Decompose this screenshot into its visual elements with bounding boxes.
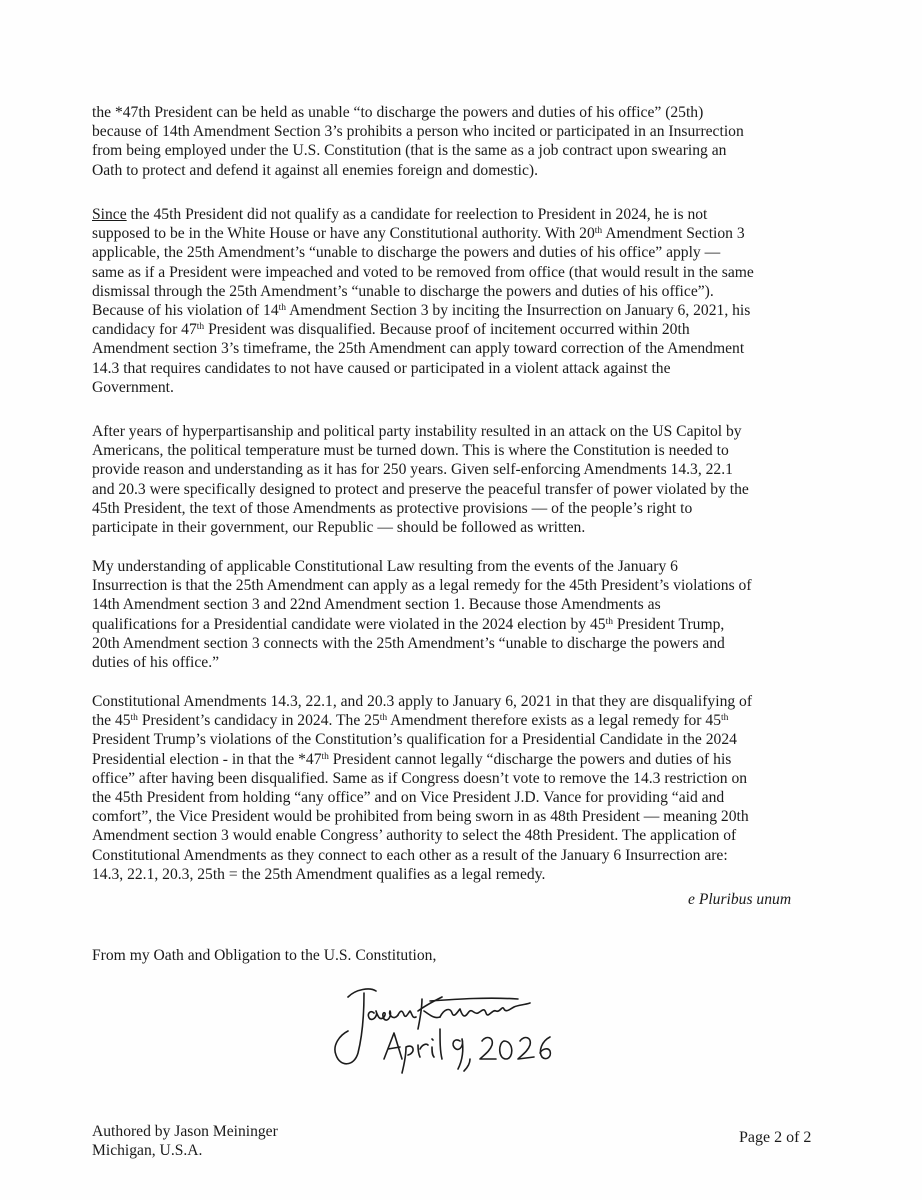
paragraph-3 (92, 422, 832, 537)
text-line: 20th Amendment section 3 connects with the 25th Amendment’s “unable to discharge the powers and (92, 634, 725, 652)
text-line: President Trump’s violations of the Constitution’s qualification for a Presidential Candidate in the 2024 (92, 731, 737, 749)
closing-line: From my Oath and Obligation to the U.S. Constitution, (92, 947, 437, 964)
text-line: Americans, the political temperature must be turned down. This is where the Constitution is needed to (92, 442, 729, 460)
author-name: Authored by Jason Meininger (92, 1123, 278, 1140)
text-segment: Because of his violation of 14 (92, 302, 279, 320)
text-line: Amendment section 3’s timeframe, the 25th Amendment can apply toward correction of the Amendment (92, 340, 745, 358)
text-line: same as if a President were impeached and voted to be removed from office (that would result in the same (92, 263, 754, 281)
author-location: Michigan, U.S.A. (92, 1142, 203, 1159)
text-line: Constitutional Amendments as they connect to each other as a result of the January 6 Insurrection are: (92, 846, 728, 864)
text-line: the *47th President can be held as unable “to discharge the powers and duties of his office” (25th) (92, 104, 704, 121)
motto: e Pluribus unum (688, 891, 792, 908)
text-segment: supposed to be in the White House or have any Constitutional authority. With 20 (92, 225, 595, 243)
text-line (92, 224, 832, 243)
text-line: duties of his office.” (92, 654, 220, 672)
superscript: th (278, 303, 287, 314)
text-line (92, 615, 832, 634)
text-segment: Presidential election - in that the *47 (92, 750, 322, 768)
text-line: Insurrection is that the 25th Amendment can apply as a legal remedy for the 45th President’s violations of (92, 577, 752, 595)
superscript: th (721, 713, 729, 724)
text-line: the 45th President from holding “any office” and on Vice President J.D. Vance for providing “aid and (92, 789, 725, 807)
text-line: 14.3, 22.1, 20.3, 25th = the 25th Amendment qualifies as a legal remedy. (92, 865, 546, 883)
text-line: applicable, the 25th Amendment’s “unable to discharge the powers and duties of his office” apply — (92, 244, 721, 262)
text-line: office” after having been disqualified. Same as if Congress doesn’t vote to remove the 14.3 restriction on (92, 769, 748, 787)
text-segment: Amendment Section 3 (602, 225, 745, 243)
paragraph-2 (92, 205, 832, 397)
text-segment: candidacy for 47 (92, 321, 197, 339)
paragraph-1 (92, 103, 832, 180)
text-line: My understanding of applicable Constitutional Law resulting from the events of the January 6 (92, 558, 678, 575)
text-line: dismissal through the 25th Amendment’s “unable to discharge the powers and duties of his office”). (92, 282, 714, 300)
text-segment: Amendment Section 3 by inciting the Insurrection on January 6, 2021, his (286, 302, 751, 320)
text-line: Constitutional Amendments 14.3, 22.1, and 20.3 apply to January 6, 2021 in that they are disqualifying of (92, 693, 753, 710)
text-line: 14.3 that requires candidates to not have caused or participated in a violent attack against the (92, 359, 671, 377)
text-segment: President Trump, (612, 615, 725, 633)
text-line: because of 14th Amendment Section 3’s prohibits a person who incited or participated in an Insurrection (92, 123, 744, 141)
text-segment: President cannot legally “discharge the powers and duties of his (328, 750, 732, 768)
text-segment: Amendment therefore exists as a legal remedy for 45 (387, 712, 721, 730)
text-line: 14th Amendment section 3 and 22nd Amendment section 1. Because those Amendments as (92, 596, 661, 614)
text-segment: President’s candidacy in 2024. The 25 (137, 712, 380, 730)
superscript: th (605, 616, 613, 627)
superscript: th (594, 226, 603, 237)
superscript: th (321, 751, 329, 762)
page-number: Page 2 of 2 (739, 1129, 812, 1146)
text-line: Amendment section 3 would enable Congress’ authority to select the 48th President. The application of (92, 827, 737, 845)
underlined-word: Since (92, 206, 127, 223)
text-segment: President was disqualified. Because proof of incitement occurred within 20th (204, 321, 690, 339)
paragraph-4 (92, 557, 832, 672)
text-line (92, 711, 832, 730)
text-line (92, 205, 832, 224)
text-segment: the 45th President did not qualify as a candidate for reelection to President in 2024, he is not (126, 206, 708, 223)
superscript: th (130, 713, 138, 724)
superscript: th (196, 322, 205, 333)
paragraph-5 (92, 692, 832, 884)
text-line (92, 301, 832, 320)
handwritten-signature (318, 975, 568, 1085)
text-line: participate in their government, our Republic — should be followed as written. (92, 519, 586, 537)
text-line: and 20.3 were specifically designed to protect and preserve the peaceful transfer of power violated by the (92, 480, 749, 498)
text-line: Oath to protect and defend it against all enemies foreign and domestic). (92, 161, 539, 179)
text-line: Government. (92, 378, 174, 396)
text-line: 45th President, the text of those Amendments as protective provisions — of the people’s right to (92, 499, 693, 517)
text-line: comfort”, the Vice President would be prohibited from being sworn in as 48th President — meaning 20th (92, 808, 749, 826)
text-segment: qualifications for a Presidential candidate were violated in the 2024 election by 45 (92, 615, 606, 633)
text-segment: the 45 (92, 712, 131, 730)
text-line (92, 320, 832, 339)
text-line: provide reason and understanding as it has for 250 years. Given self-enforcing Amendments 14.3, 22.1 (92, 461, 733, 479)
text-line: After years of hyperpartisanship and political party instability resulted in an attack on the US Capitol by (92, 423, 742, 440)
text-line: from being employed under the U.S. Constitution (that is the same as a job contract upon swearing an (92, 142, 727, 160)
superscript: th (379, 713, 388, 724)
text-line (92, 750, 832, 769)
author-block (92, 1122, 278, 1160)
